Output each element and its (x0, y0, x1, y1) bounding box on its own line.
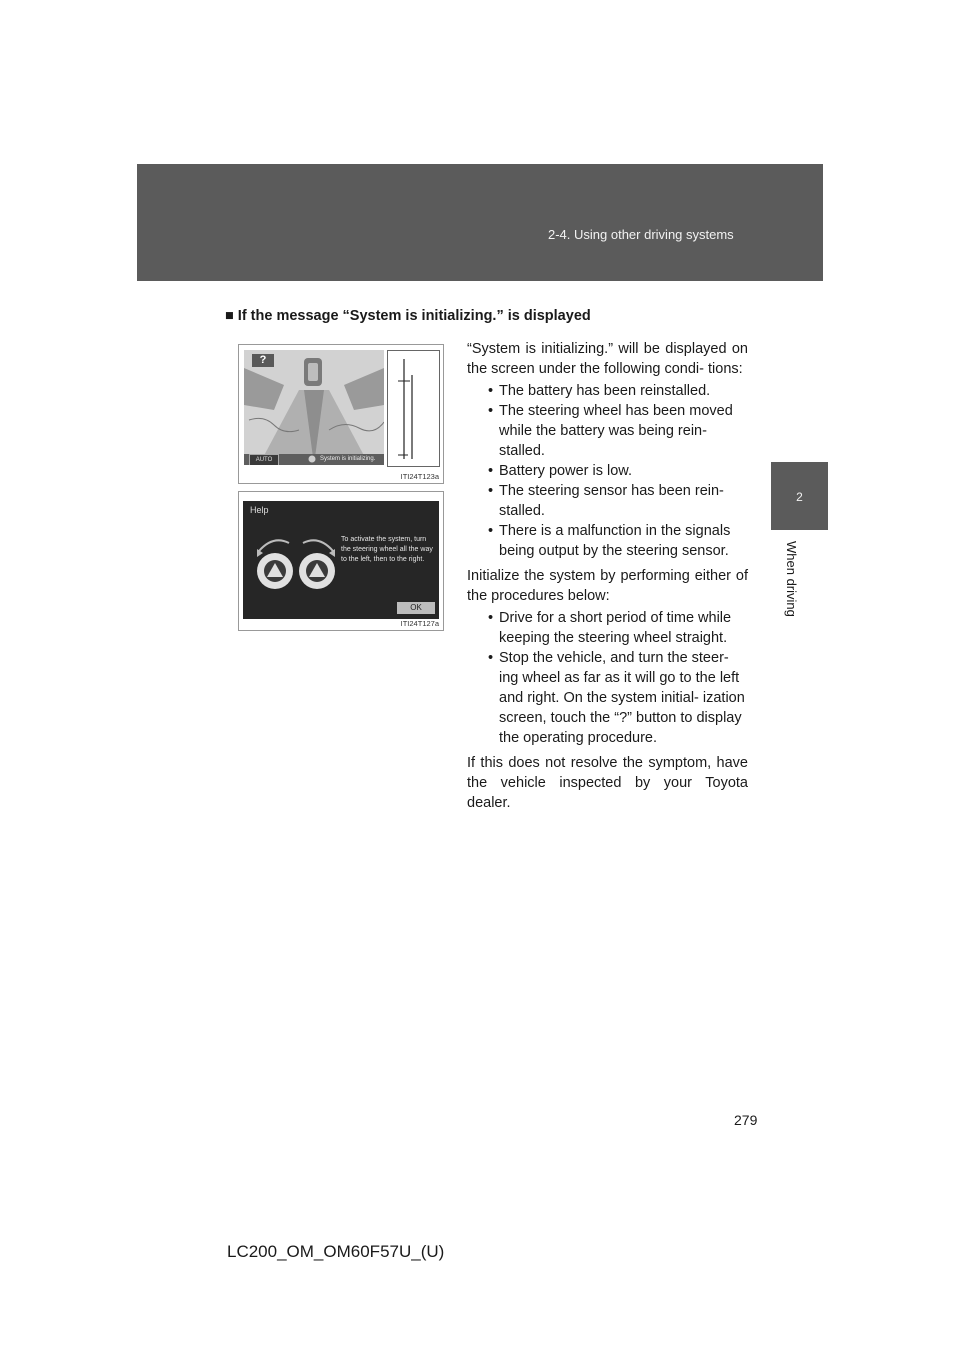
page-number: 279 (734, 1112, 758, 1128)
steering-wheel-icon (251, 529, 341, 599)
camera-view (244, 350, 384, 465)
auto-button[interactable]: AUTO (249, 454, 279, 465)
ok-button[interactable]: OK (397, 602, 435, 614)
help-message: To activate the system, turn the steering wheel all the way to the left, then to the right. (341, 536, 433, 563)
list-item: • Battery power is low. (488, 461, 748, 481)
list-item: • The battery has been reinstalled. (488, 381, 748, 401)
help-screen (243, 501, 439, 619)
intro-paragraph: “System is initializing.” will be displayed on the screen under the following condi- tions: (467, 341, 748, 377)
conditions-list (467, 381, 748, 561)
list-item: • Drive for a short period of time while keeping the steering wheel straight. (488, 608, 748, 648)
list-item: • There is a malfunction in the signals being output by the steering sensor. (488, 521, 748, 561)
chapter-tab (771, 462, 828, 530)
list-item: • The steering wheel has been moved while the battery was being rein- stalled. (488, 401, 748, 461)
closing-paragraph: If this does not resolve the symptom, have the vehicle inspected by your Toyota dealer. (467, 755, 748, 811)
chapter-label: When driving (784, 541, 799, 617)
figure-initializing-screen (238, 344, 444, 484)
initialize-paragraph: Initialize the system by performing either of the procedures below: (467, 568, 748, 604)
guide-line-panel (387, 350, 440, 467)
status-message: System is initializing. (320, 456, 376, 462)
camera-scene-illustration (244, 350, 384, 465)
help-question-button[interactable]: ? (252, 354, 274, 367)
help-title: Help (250, 505, 269, 515)
list-item: • The steering sensor has been rein- stalled. (488, 481, 748, 521)
document-code: LC200_OM_OM60F57U_(U) (227, 1242, 445, 1261)
body-text (467, 339, 748, 813)
procedures-list (467, 608, 748, 748)
list-item: • Stop the vehicle, and turn the steer- ing wheel as far as it will go to the left and right. On the system initial- ization screen, touch the “?” button to display the operating procedure. (488, 648, 748, 748)
section-breadcrumb: 2-4. Using other driving systems (548, 227, 734, 242)
chapter-number: 2 (796, 490, 803, 504)
section-heading: ■ If the message “System is initializing.” is displayed (225, 308, 591, 324)
guide-lines-illustration (388, 351, 439, 466)
figure-code: ITI24T127a (400, 619, 439, 628)
header-band (137, 164, 823, 281)
figure-code: ITI24T123a (400, 472, 439, 481)
figure-help-screen (238, 491, 444, 631)
